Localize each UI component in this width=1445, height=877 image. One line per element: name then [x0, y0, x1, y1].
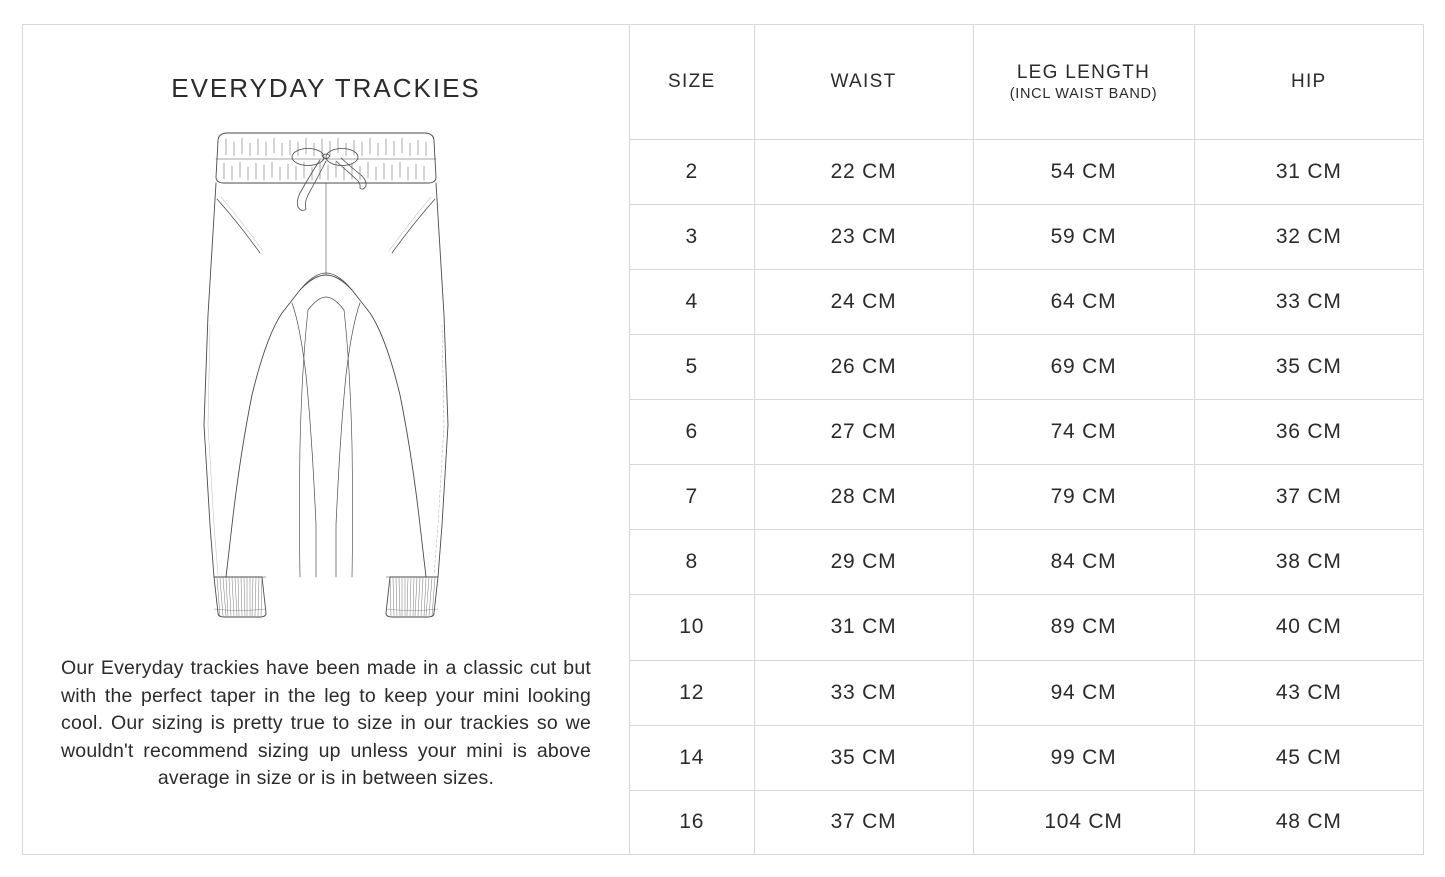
cell-waist: 24 CM	[754, 270, 973, 335]
cell-waist: 29 CM	[754, 530, 973, 595]
cell-leg-length: 104 CM	[973, 790, 1194, 854]
column-header-size	[630, 25, 754, 140]
page-title: EVERYDAY TRACKIES	[171, 73, 481, 103]
cell-size: 4	[630, 270, 754, 335]
cell-waist: 35 CM	[754, 725, 973, 790]
table-row	[630, 205, 1423, 270]
cell-waist: 23 CM	[754, 205, 973, 270]
cell-size: 3	[630, 205, 754, 270]
cell-leg-length: 94 CM	[973, 660, 1194, 725]
cell-hip: 38 CM	[1194, 530, 1423, 595]
cell-hip: 36 CM	[1194, 400, 1423, 465]
cell-hip: 48 CM	[1275, 810, 1342, 834]
cell-size: 7	[630, 465, 754, 530]
column-header-size-label: SIZE	[668, 71, 716, 92]
column-header-leg-length-label: LEG LENGTH	[1016, 62, 1151, 83]
table-row	[630, 725, 1423, 790]
size-guide-card	[22, 24, 1424, 855]
cell-leg-length: 79 CM	[973, 465, 1194, 530]
cell-hip: 37 CM	[1194, 465, 1423, 530]
column-header-waist	[754, 25, 973, 140]
cell-size: 14	[630, 725, 754, 790]
cell-size: 12	[630, 660, 754, 725]
table-header-row	[630, 25, 1423, 140]
column-header-leg-length	[973, 25, 1194, 140]
cell-hip: 35 CM	[1194, 335, 1423, 400]
cell-size: 5	[630, 335, 754, 400]
table-row	[630, 400, 1423, 465]
cell-size: 2	[630, 140, 754, 205]
table-row	[630, 465, 1423, 530]
cell-waist: 31 CM	[754, 595, 973, 660]
column-header-leg-length-sublabel: (INCL WAIST BAND)	[1009, 86, 1158, 102]
size-table-panel	[629, 25, 1423, 854]
table-row	[630, 335, 1423, 400]
cell-leg-length: 54 CM	[973, 140, 1194, 205]
cell-waist: 22 CM	[754, 140, 973, 205]
cell-hip: 43 CM	[1194, 660, 1423, 725]
cell-hip: 32 CM	[1194, 205, 1423, 270]
cell-hip: 33 CM	[1194, 270, 1423, 335]
table-row	[630, 140, 1423, 205]
cell-waist: 37 CM	[754, 790, 973, 854]
size-chart-table	[630, 25, 1423, 854]
table-row	[630, 530, 1423, 595]
column-header-hip-label: HIP	[1290, 71, 1327, 92]
cell-waist: 28 CM	[754, 465, 973, 530]
table-header	[630, 25, 1423, 140]
cell-hip: 45 CM	[1194, 725, 1423, 790]
cell-size: 16	[630, 790, 754, 854]
cell-leg-length: 69 CM	[973, 335, 1194, 400]
table-body	[630, 140, 1423, 855]
table-row	[630, 790, 1423, 854]
cell-waist: 33 CM	[754, 660, 973, 725]
column-header-hip	[1194, 25, 1423, 140]
column-header-waist-label: WAIST	[830, 71, 897, 92]
cell-leg-length: 89 CM	[973, 595, 1194, 660]
cell-leg-length: 59 CM	[973, 205, 1194, 270]
cell-hip: 31 CM	[1194, 140, 1423, 205]
cell-leg-length: 99 CM	[973, 725, 1194, 790]
product-description: Our Everyday trackies have been made in a classic cut but with the perfect taper in the leg to keep your mini looking cool. Our sizing is pretty true to size in our trackies so we wouldn't recommend sizing up unless your mini is above average in size or is in between sizes.	[61, 657, 591, 789]
cell-hip: 40 CM	[1194, 595, 1423, 660]
cell-leg-length: 74 CM	[973, 400, 1194, 465]
table-row	[630, 595, 1423, 660]
cell-size: 10	[630, 595, 754, 660]
table-row	[630, 270, 1423, 335]
joggers-technical-flat-sketch-icon	[196, 125, 456, 625]
product-illustration	[23, 125, 629, 655]
cell-leg-length: 64 CM	[973, 270, 1194, 335]
product-panel	[23, 25, 629, 854]
cell-leg-length: 84 CM	[973, 530, 1194, 595]
cell-waist: 27 CM	[754, 400, 973, 465]
table-row	[630, 660, 1423, 725]
cell-size: 8	[630, 530, 754, 595]
cell-size: 6	[630, 400, 754, 465]
cell-waist: 26 CM	[754, 335, 973, 400]
